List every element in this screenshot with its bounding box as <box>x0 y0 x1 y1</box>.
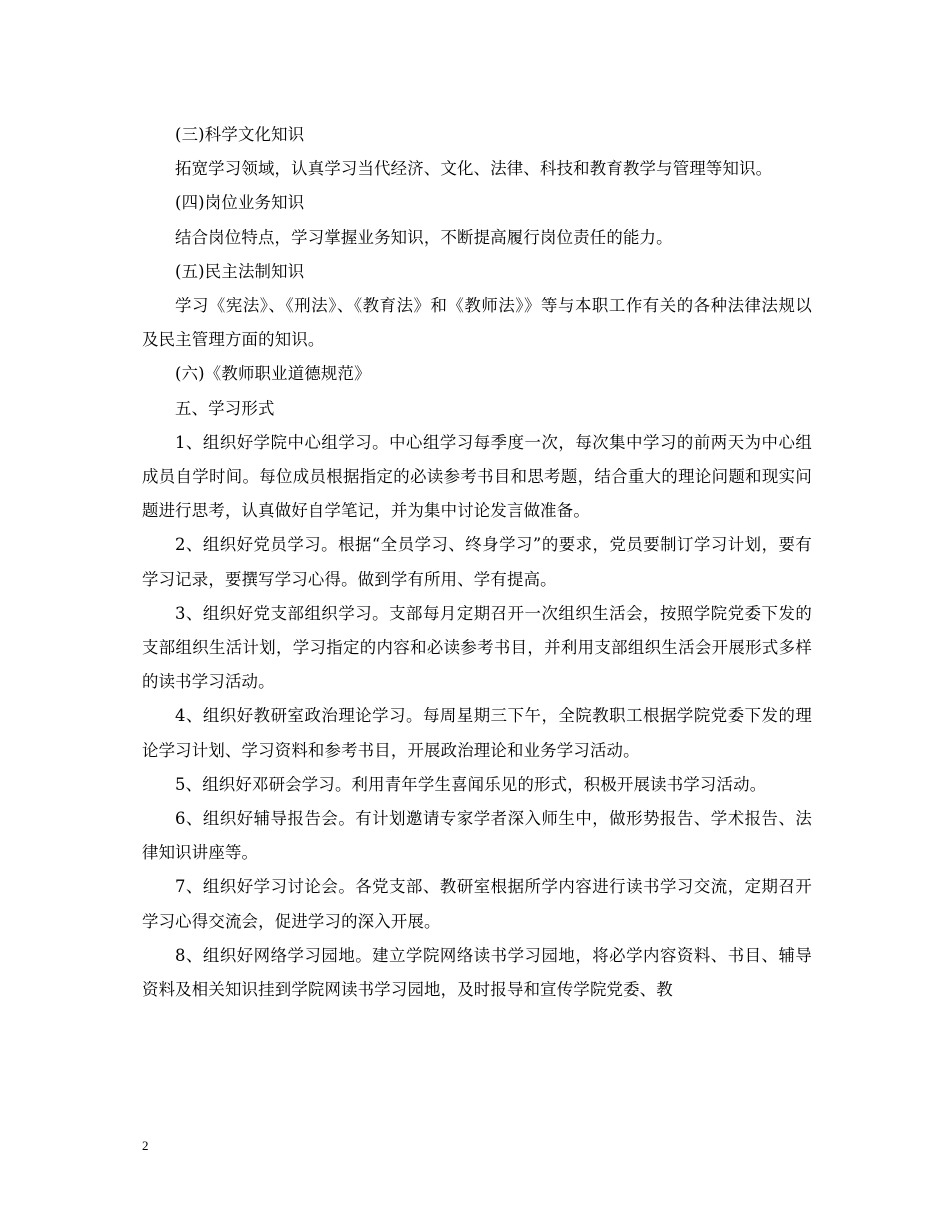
section-heading-job-knowledge: (四)岗位业务知识 <box>175 193 305 213</box>
section-heading-science-culture: (三)科学文化知识 <box>175 125 305 144</box>
document-body <box>142 118 812 1007</box>
list-item-7: 7、组织好学习讨论会。各党支部、教研室根据所学内容进行读书学习交流，定期召开学习心得交流会，促进学习的深入开展。 <box>142 877 812 931</box>
section-heading-learning-forms: 五、学习形式 <box>175 398 275 418</box>
list-item-8: 8、组织好网络学习园地。建立学院网络读书学习园地，将必学内容资料、书目、辅导资料及相关知识挂到学院网读书学习园地，及时报导和宣传学院党委、教 <box>142 945 812 1000</box>
list-item-3: 3、组织好党支部组织学习。支部每月定期召开一次组织生活会，按照学院党委下发的支部组织生活计划，学习指定的内容和必读参考书目，并利用支部组织生活会开展形式多样的读书学习活动。 <box>142 603 812 692</box>
list-item-5: 5、组织好邓研会学习。利用青年学生喜闻乐见的形式，积极开展读书学习活动。 <box>175 774 767 794</box>
list-item-1: 1、组织好学院中心组学习。中心组学习每季度一次，每次集中学习的前两天为中心组成员自学时间。每位成员根据指定的必读参考书目和思考题，结合重大的理论问题和现实问题进行思考，认真做好自学笔记，并为集中讨论发言做准备。 <box>142 432 812 521</box>
section-heading-teacher-ethics: (六)《教师职业道德规范》 <box>175 364 371 384</box>
paragraph-science-culture: 拓宽学习领域，认真学习当代经济、文化、法律、科技和教育教学与管理等知识。 <box>175 159 773 179</box>
paragraph-democracy-law: 学习《宪法》、《刑法》、《教育法》和《教师法》》等与本职工作有关的各种法律法规以及民主管理方面的知识。 <box>142 296 812 350</box>
list-item-2: 2、组织好党员学习。根据“全员学习、终身学习”的要求，党员要制订学习计划，要有学习记录，要撰写学习心得。做到学有所用、学有提高。 <box>142 535 812 589</box>
list-item-6: 6、组织好辅导报告会。有计划邀请专家学者深入师生中，做形势报告、学术报告、法律知识讲座等。 <box>142 809 812 863</box>
page-number: 2 <box>142 1138 149 1153</box>
section-heading-democracy-law: (五)民主法制知识 <box>175 261 305 281</box>
paragraph-job-knowledge: 结合岗位特点，学习掌握业务知识，不断提高履行岗位责任的能力。 <box>175 227 673 247</box>
list-item-4: 4、组织好教研室政治理论学习。每周星期三下午，全院教职工根据学院党委下发的理论学习计划、学习资料和参考书目，开展政治理论和业务学习活动。 <box>142 706 812 760</box>
